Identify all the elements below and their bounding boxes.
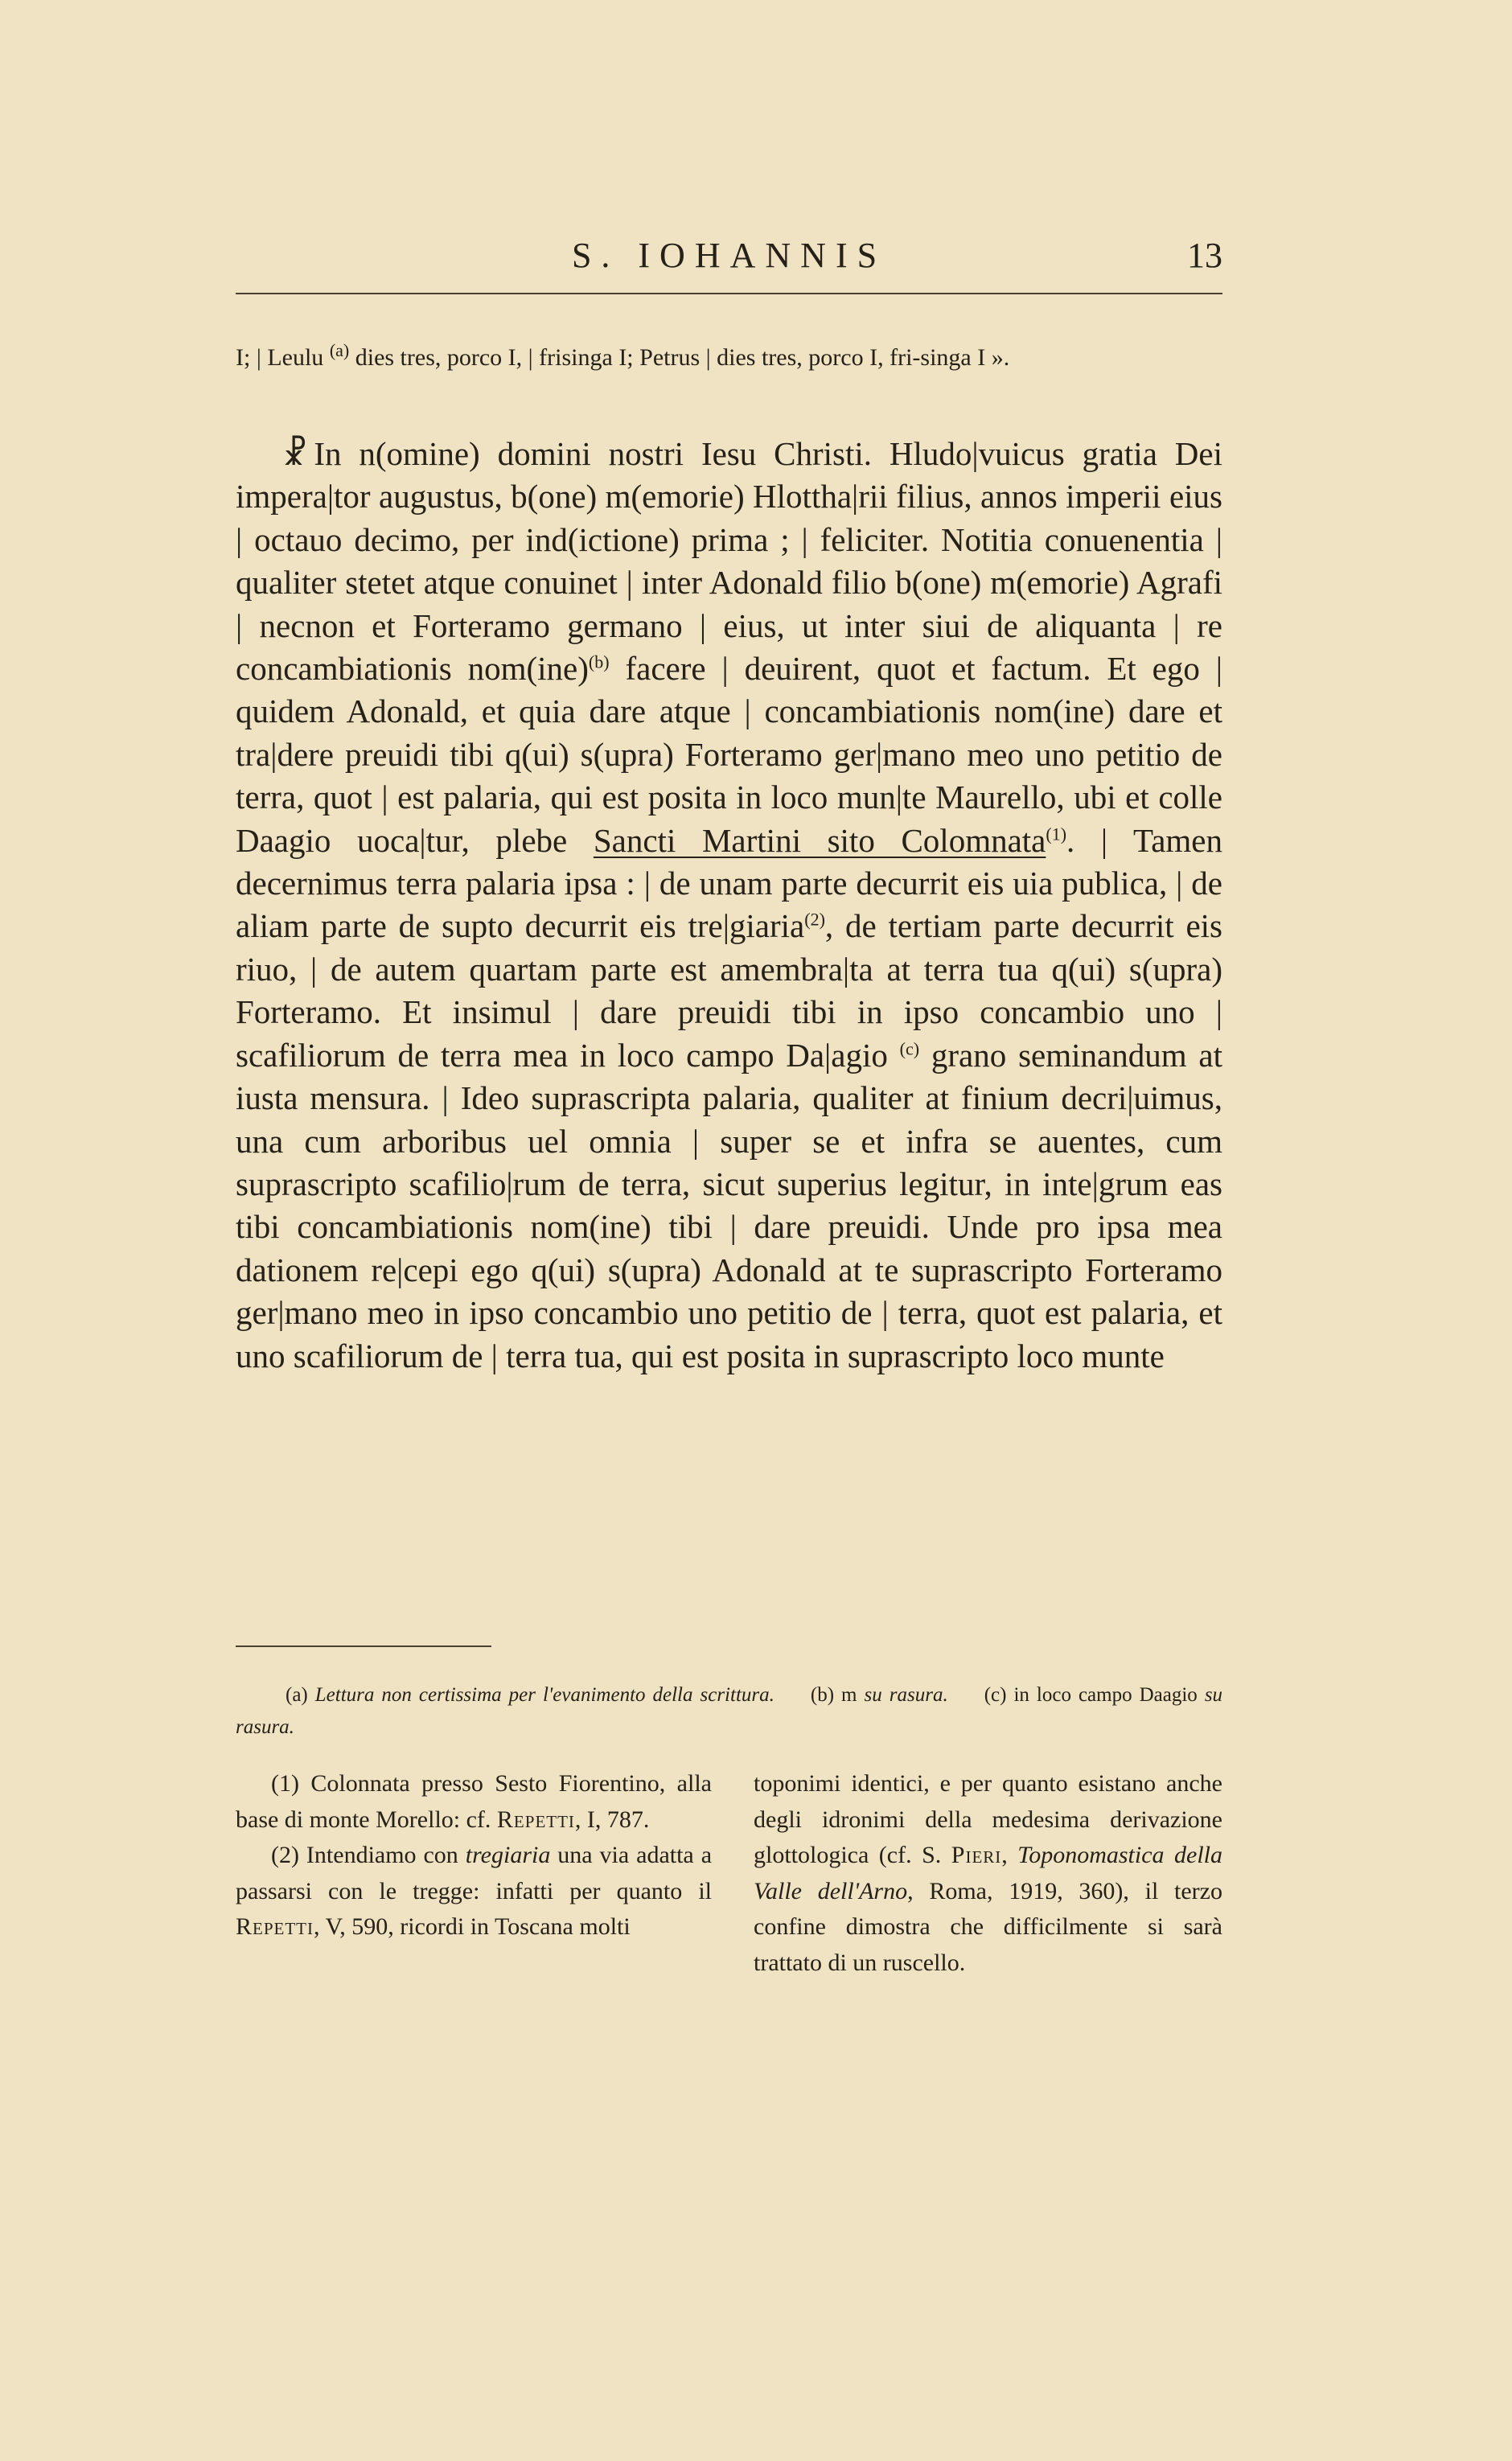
- footnote-2-tail: , V, 590, ricordi in Toscana molti: [314, 1913, 631, 1940]
- footnote-1: [236, 1766, 712, 1838]
- footnote-2-cont-author: Pieri: [951, 1842, 1002, 1868]
- deed-text-3: . | Tamen decernimus terra palaria ipsa : | de unam parte decurrit eis uia publica, | de aliam parte de supto decurrit eis tre|giaria: [236, 821, 1223, 945]
- header-rule: [236, 293, 1222, 294]
- apparatus-ref-a: (a): [329, 340, 350, 360]
- footnote-2-cont-end: , Roma, 1919, 360), il terzo confine dimostra che difficilmente si sarà trattato di un ruscello.: [754, 1877, 1222, 1976]
- footnote-ref-2: (2): [804, 909, 825, 930]
- apparatus-a-text: Lettura non certissima per l'evanimento della scrittura.: [314, 1684, 774, 1706]
- footnotes-left-column: [236, 1766, 712, 1945]
- running-head: [236, 235, 1222, 283]
- running-title: S. IOHANNIS: [571, 236, 887, 275]
- footnote-2-continued: [754, 1766, 1222, 1981]
- previous-document-tail: [236, 336, 1222, 380]
- deed-text-5: grano seminandum at iusta mensura. | Ideo suprascripta palaria, qualiter at finium decri|uimus, una cum arboribus uel omnia | super se et infra se auentes, cum suprascripto scafilio|rum de terra, sicut superius legitur, in inte|grum eas tibi concambiationis nom(ine) tibi | dare preuidi. Unde pro ipsa mea dationem re|cepi ego q(ui) s(upra) Adonald at te suprascripto Forteramo ger|mano meo in ipso concambio uno petitio de | terra, quot est palaria, et uno scafiliorum de | terra tua, qui est posita in suprascripto loco munte: [236, 1036, 1222, 1374]
- footnote-1-end: , I, 787.: [574, 1806, 650, 1833]
- tail-text-rest: dies tres, porco I, | frisinga I; Petrus | dies tres, porco I, fri-singa I ».: [355, 344, 1010, 371]
- footnote-2-mid: una via adatta a passarsi con le tregge: infatti per quanto il: [236, 1842, 713, 1904]
- footnote-2-term: tregiaria: [465, 1842, 551, 1868]
- apparatus-ref-c: (c): [899, 1038, 920, 1059]
- chrismon-icon: ☧: [282, 436, 308, 472]
- apparatus-c-label: (c) in loco campo Daagio: [984, 1684, 1198, 1706]
- apparatus-b-text: su rasura.: [864, 1684, 948, 1706]
- footnotes-right-column: [754, 1766, 1222, 1981]
- footnote-2-cont-title: Toponomastica della Valle dell'Arno: [754, 1842, 1223, 1904]
- tail-text-start: I; | Leulu: [236, 344, 324, 371]
- footnote-2: [236, 1838, 712, 1945]
- deed-paragraph: [236, 433, 1222, 1378]
- underlined-place-name: Sancti Martini sito Colomnata: [593, 821, 1046, 859]
- deed-text-4: , de tertiam parte decurrit eis riuo, | de autem quartam parte est amembra|ta at terra tua q(ui) s(upra) Forteramo. Et insimul | dare preuidi tibi in ipso concambio uno | scafiliorum de terra mea in loco campo Da|agio: [236, 907, 1222, 1074]
- footnote-2-text: (2) Intendiamo con: [271, 1842, 458, 1868]
- deed-text-2: facere | deuirent, quot et factum. Et ego | quidem Adonald, et quia dare atque | concambiationis nom(ine) dare et tra|dere preuidi tibi q(ui) s(upra) Forteramo ger|mano meo uno petitio de terra, quot | est palaria, qui est posita in loco mun|te Maurello, ubi et colle Daagio uoca|tur, plebe: [236, 650, 1222, 859]
- apparatus-a-label: (a): [286, 1684, 308, 1706]
- footnote-2-author: Repetti: [236, 1913, 314, 1940]
- footnote-1-author: Repetti: [496, 1806, 575, 1833]
- apparatus-b-label: (b) m: [810, 1684, 857, 1706]
- footnote-rule: [236, 1645, 491, 1647]
- page-number: 13: [1187, 236, 1222, 275]
- apparatus-ref-b: (b): [588, 651, 610, 672]
- deed-text-1: In n(omine) domini nostri Iesu Christi. Hludo|vuicus gratia Dei impera|tor augustus, b(one) m(emorie) Hlottha|rii filius, annos imperii eius | octauo decimo, per ind(ictione) prima ; | feliciter. Notitia conuenentia | qualiter stetet atque conuinet | inter Adonald filio b(one) m(emorie) Agrafi | necnon et Forteramo germano | eius, ut inter siui de aliquanta | re concambiationis nom(ine): [236, 435, 1222, 688]
- footnote-1-text: (1) Colonnata presso Sesto Fiorentino, alla base di monte Morello: cf.: [236, 1770, 712, 1833]
- footnote-ref-1: (1): [1046, 824, 1067, 844]
- apparatus-c-text: su rasura.: [236, 1684, 1223, 1738]
- critical-apparatus: [236, 1679, 1222, 1744]
- footnote-2-cont-text: toponimi identici, e per quanto esistano anche degli idronimi della medesima derivazione glottologica (cf. S.: [754, 1770, 1222, 1868]
- footnote-2-cont-sep: ,: [1001, 1842, 1008, 1868]
